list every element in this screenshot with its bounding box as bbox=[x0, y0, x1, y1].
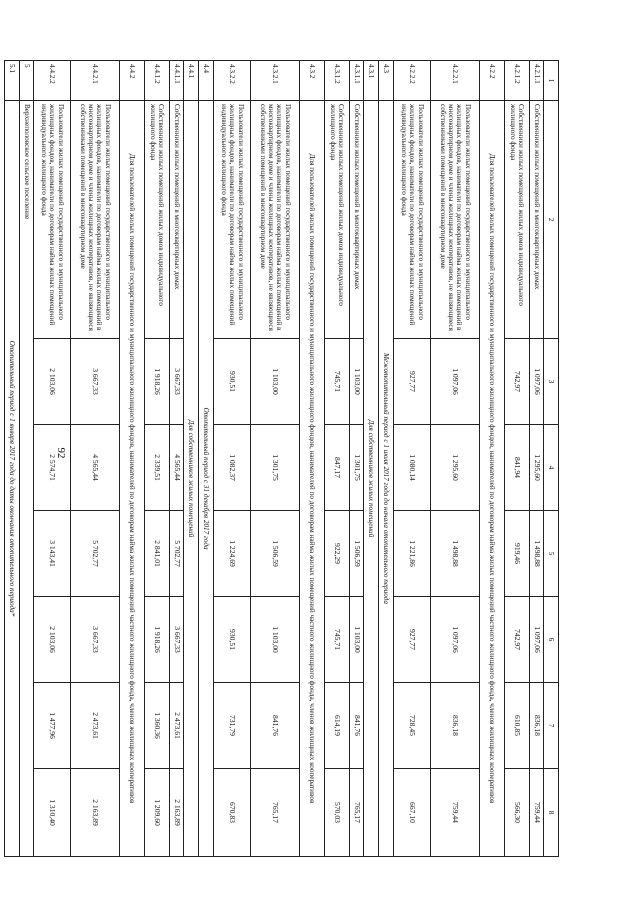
table-row bbox=[214, 61, 251, 857]
table-body bbox=[5, 61, 559, 857]
row-code: 4.3 bbox=[379, 61, 394, 101]
row-code: 4.3.1 bbox=[364, 61, 379, 101]
tariff-value: 1 097,06 bbox=[431, 339, 480, 425]
tariff-value: 2 163,89 bbox=[170, 769, 184, 857]
tariff-table bbox=[4, 60, 559, 857]
table-row bbox=[431, 61, 480, 857]
section-heading: Для собственников жилых помещений bbox=[184, 101, 199, 857]
tariff-value: 1 918,26 bbox=[145, 339, 170, 425]
column-number: 3 bbox=[544, 339, 559, 425]
tariff-value: 1 209,60 bbox=[145, 769, 170, 857]
tariff-value: 1 221,86 bbox=[394, 511, 431, 597]
row-code: 4.2.2.2 bbox=[394, 61, 431, 101]
tariff-value: 841,76 bbox=[251, 683, 300, 769]
row-category: Собственники жилых помещений жилых домов индивидуального жилищного фонда bbox=[325, 101, 350, 339]
row-category: Пользователи жилых помещений государственного и муниципального жилищных фондов, наниматели по договорам найма жилых помещений индивидуального жилищного фонда bbox=[394, 101, 431, 339]
tariff-value: 2 103,06 bbox=[34, 597, 71, 683]
tariff-value: 742,97 bbox=[505, 339, 530, 425]
table-row bbox=[300, 61, 325, 857]
row-code: 4.4.1.2 bbox=[145, 61, 170, 101]
table-row bbox=[325, 61, 350, 857]
tariff-value: 1 506,59 bbox=[251, 511, 300, 597]
tariff-value: 759,44 bbox=[431, 769, 480, 857]
tariff-value: 2 103,06 bbox=[34, 339, 71, 425]
subsection-heading: Для пользователей жилых помещений государственного и муниципального жилищного фондов, нанимателей по договорам найма жилых помещений частного жилищного фонда, членов жилищных кооперативов bbox=[480, 101, 505, 857]
row-category: Собственники жилых помещений в многоквартирных домах bbox=[350, 101, 364, 339]
tariff-value: 3 143,41 bbox=[34, 511, 71, 597]
tariff-value: 1 097,06 bbox=[530, 339, 544, 425]
row-code: 5.1 bbox=[5, 61, 20, 101]
tariff-value: 927,77 bbox=[394, 597, 431, 683]
tariff-value: 1 918,26 bbox=[145, 597, 170, 683]
tariff-value: 3 667,33 bbox=[71, 339, 120, 425]
section-heading: Межотопительный период с 1 июля 2017 года до начала отопительного периода bbox=[379, 101, 394, 857]
tariff-value: 1 295,60 bbox=[530, 425, 544, 511]
row-category: Собственники жилых помещений в многоквартирных домах bbox=[530, 101, 544, 339]
table-row bbox=[350, 61, 364, 857]
table-row bbox=[480, 61, 505, 857]
tariff-value: 765,17 bbox=[350, 769, 364, 857]
column-number: 7 bbox=[544, 683, 559, 769]
row-category: Собственники жилых помещений в многоквартирных домах bbox=[170, 101, 184, 339]
tariff-value: 4 565,44 bbox=[71, 425, 120, 511]
tariff-value: 1 295,60 bbox=[431, 425, 480, 511]
tariff-value: 836,18 bbox=[431, 683, 480, 769]
tariff-value: 930,51 bbox=[214, 339, 251, 425]
tariff-value: 765,17 bbox=[251, 769, 300, 857]
rotated-page bbox=[8, 60, 559, 856]
row-code: 4.4.1.1 bbox=[170, 61, 184, 101]
tariff-value: 2 473,61 bbox=[71, 683, 120, 769]
tariff-value: 2 574,71 bbox=[34, 425, 71, 511]
tariff-value: 919,46 bbox=[505, 511, 530, 597]
column-number: 5 bbox=[544, 511, 559, 597]
table-row bbox=[34, 61, 71, 857]
column-number: 1 bbox=[544, 61, 559, 101]
row-code: 4.2.2.1 bbox=[431, 61, 480, 101]
column-number: 8 bbox=[544, 769, 559, 857]
row-code: 4.3.1.1 bbox=[350, 61, 364, 101]
column-number: 6 bbox=[544, 597, 559, 683]
row-category: Пользователи жилых помещений государственного и муниципального жилищных фондов, наниматели по договорам найма жилых помещений в многоквартирном доме и члены жилищных кооперативов, не являющиеся собственниками помещений в многоквартирном доме bbox=[431, 101, 480, 339]
section-heading: Отопительный период с 1 января 2017 года до даты окончания отопительного периода* bbox=[5, 101, 20, 857]
tariff-value: 1 103,00 bbox=[251, 597, 300, 683]
row-category: Собственники жилых помещений жилых домов индивидуального жилищного фонда bbox=[505, 101, 530, 339]
table-row bbox=[199, 61, 214, 857]
tariff-value: 2 473,61 bbox=[170, 683, 184, 769]
table-row bbox=[170, 61, 184, 857]
tariff-value: 2 339,51 bbox=[145, 425, 170, 511]
row-code: 5 bbox=[20, 61, 34, 101]
section-heading: Для собственников жилых помещений bbox=[364, 101, 379, 857]
tariff-value: 1 360,36 bbox=[145, 683, 170, 769]
table-row bbox=[71, 61, 120, 857]
tariff-value: 841,94 bbox=[505, 425, 530, 511]
tariff-value: 610,85 bbox=[505, 683, 530, 769]
row-category: Пользователи жилых помещений государственного и муниципального жилищных фондов, наниматели по договорам найма жилых помещений индивидуального жилищного фонда bbox=[34, 101, 71, 339]
tariff-value: 759,44 bbox=[530, 769, 544, 857]
column-number: 4 bbox=[544, 425, 559, 511]
tariff-value: 3 667,33 bbox=[170, 597, 184, 683]
tariff-value: 670,83 bbox=[214, 769, 251, 857]
tariff-value: 731,79 bbox=[214, 683, 251, 769]
tariff-value: 841,76 bbox=[350, 683, 364, 769]
tariff-value: 1 477,96 bbox=[34, 683, 71, 769]
tariff-value: 2 163,89 bbox=[71, 769, 120, 857]
tariff-value: 1 103,00 bbox=[251, 339, 300, 425]
tariff-value: 1 498,88 bbox=[530, 511, 544, 597]
tariff-value: 570,03 bbox=[325, 769, 350, 857]
tariff-value: 566,30 bbox=[505, 769, 530, 857]
row-code: 4.3.2 bbox=[300, 61, 325, 101]
tariff-value: 1 103,00 bbox=[350, 339, 364, 425]
row-category: Пользователи жилых помещений государственного и муниципального жилищных фондов, наниматели по договорам найма жилых помещений в многоквартирном доме и члены жилищных кооперативов, не являющиеся собственниками помещений в многоквартирном доме bbox=[251, 101, 300, 339]
tariff-value: 4 565,44 bbox=[170, 425, 184, 511]
table-row bbox=[20, 61, 34, 857]
tariff-value: 745,71 bbox=[325, 339, 350, 425]
tariff-value: 1 097,06 bbox=[431, 597, 480, 683]
row-code: 4.4.1 bbox=[184, 61, 199, 101]
tariff-value: 1 082,37 bbox=[214, 425, 251, 511]
row-code: 4.4.2.1 bbox=[71, 61, 120, 101]
tariff-value: 1 498,88 bbox=[431, 511, 480, 597]
tariff-value: 2 841,01 bbox=[145, 511, 170, 597]
table-row bbox=[379, 61, 394, 857]
rotated-content bbox=[8, 60, 559, 856]
tariff-value: 1 224,69 bbox=[214, 511, 251, 597]
tariff-value: 1 080,14 bbox=[394, 425, 431, 511]
row-category: Собственники жилых помещений жилых домов индивидуального жилищного фонда bbox=[145, 101, 170, 339]
table-row bbox=[364, 61, 379, 857]
subsection-heading: Для пользователей жилых помещений государственного и муниципального жилищного фондов, нанимателей по договорам найма жилых помещений частного жилищного фонда, членов жилищных кооперативов bbox=[120, 101, 145, 857]
tariff-value: 745,71 bbox=[325, 597, 350, 683]
table-row bbox=[394, 61, 431, 857]
table-row bbox=[505, 61, 530, 857]
tariff-value: 1 103,00 bbox=[350, 597, 364, 683]
tariff-value: 922,29 bbox=[325, 511, 350, 597]
row-code: 4.3.2.2 bbox=[214, 61, 251, 101]
table-row bbox=[120, 61, 145, 857]
tariff-value: 3 667,33 bbox=[170, 339, 184, 425]
tariff-value: 614,19 bbox=[325, 683, 350, 769]
section-heading: Отопительный период с 31 декабря 2017 года bbox=[199, 101, 214, 857]
tariff-value: 836,18 bbox=[530, 683, 544, 769]
table-row bbox=[530, 61, 544, 857]
tariff-value: 1 506,59 bbox=[350, 511, 364, 597]
tariff-value: 3 667,33 bbox=[71, 597, 120, 683]
tariff-value: 930,51 bbox=[214, 597, 251, 683]
table-row bbox=[145, 61, 170, 857]
tariff-value: 1 301,75 bbox=[350, 425, 364, 511]
tariff-value: 742,97 bbox=[505, 597, 530, 683]
tariff-value: 1 097,06 bbox=[530, 597, 544, 683]
settlement-heading: Верхнеполовское сельское поселение bbox=[20, 101, 34, 857]
tariff-value: 667,10 bbox=[394, 769, 431, 857]
row-code: 4.2.1.1 bbox=[530, 61, 544, 101]
row-code: 4.4.2.2 bbox=[34, 61, 71, 101]
tariff-value: 728,45 bbox=[394, 683, 431, 769]
tariff-value: 927,77 bbox=[394, 339, 431, 425]
row-code: 4.2.2 bbox=[480, 61, 505, 101]
tariff-value: 847,17 bbox=[325, 425, 350, 511]
row-category: Пользователи жилых помещений государственного и муниципального жилищных фондов, наниматели по договорам найма жилых помещений в многоквартирном доме и члены жилищных кооперативов, не являющиеся собственниками помещений в многоквартирном доме bbox=[71, 101, 120, 339]
column-number: 2 bbox=[544, 101, 559, 339]
row-category: Пользователи жилых помещений государственного и муниципального жилищных фондов, наниматели по договорам найма жилых помещений индивидуального жилищного фонда bbox=[214, 101, 251, 339]
row-code: 4.4 bbox=[199, 61, 214, 101]
column-number-row bbox=[544, 61, 559, 857]
table-row bbox=[251, 61, 300, 857]
page-number: 92 bbox=[55, 447, 67, 459]
tariff-value: 5 702,77 bbox=[170, 511, 184, 597]
tariff-value: 1 310,40 bbox=[34, 769, 71, 857]
row-code: 4.3.1.2 bbox=[325, 61, 350, 101]
table-row bbox=[184, 61, 199, 857]
row-code: 4.2.1.2 bbox=[505, 61, 530, 101]
tariff-value: 1 301,75 bbox=[251, 425, 300, 511]
tariff-value: 5 702,77 bbox=[71, 511, 120, 597]
table-row bbox=[5, 61, 20, 857]
row-code: 4.4.2 bbox=[120, 61, 145, 101]
subsection-heading: Для пользователей жилых помещений государственного и муниципального жилищного фондов, нанимателей по договорам найма жилых помещений частного жилищного фонда, членов жилищных кооперативов bbox=[300, 101, 325, 857]
row-code: 4.3.2.1 bbox=[251, 61, 300, 101]
